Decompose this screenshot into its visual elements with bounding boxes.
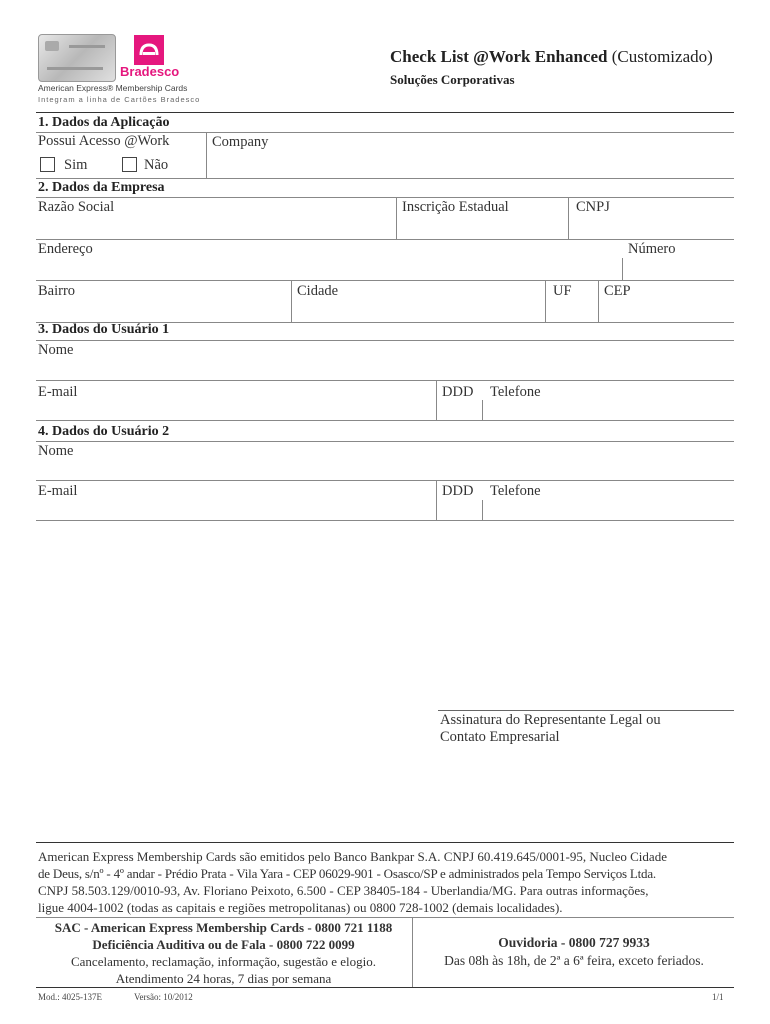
page-subtitle: Soluções Corporativas <box>390 72 515 87</box>
sim-label: Sim <box>64 157 88 173</box>
sim-checkbox[interactable] <box>40 157 55 172</box>
amex-sub-line: Integram a linha de Cartões Bradesco <box>38 95 201 104</box>
divider <box>36 842 734 843</box>
divider <box>36 987 734 988</box>
signature-label-1: Assinatura do Representante Legal ou <box>440 712 661 728</box>
divider <box>568 197 569 239</box>
user2-ddd-label: DDD <box>442 483 474 499</box>
page-number: 1/1 <box>712 992 724 1002</box>
user1-ddd-label: DDD <box>442 384 474 400</box>
cnpj-label: CNPJ <box>576 199 610 215</box>
divider <box>36 480 734 481</box>
user1-nome-label: Nome <box>38 342 74 358</box>
divider <box>36 441 734 442</box>
bradesco-logo-icon <box>134 35 164 65</box>
divider <box>436 480 437 520</box>
form-mod: Mod.: 4025-137E <box>38 992 102 1002</box>
section-3-title: 3. Dados do Usuário 1 <box>38 322 170 337</box>
nao-label: Não <box>144 157 169 173</box>
user2-email-label: E-mail <box>38 483 78 499</box>
company-label: Company <box>212 134 269 150</box>
divider <box>291 280 292 322</box>
divider <box>482 400 483 420</box>
legal-line-4: ligue 4004-1002 (todas as capitais e regiões metropolitanas) ou 0800 728-1002 (demais localidades). <box>38 900 563 915</box>
title-bold: Check List @Work Enhanced <box>390 47 608 66</box>
possui-acesso-label: Possui Acesso @Work <box>38 133 170 149</box>
endereco-label: Endereço <box>38 241 93 257</box>
divider <box>206 132 207 178</box>
divider <box>436 380 437 420</box>
divider <box>396 197 397 239</box>
divider <box>598 280 599 322</box>
divider <box>36 280 734 281</box>
bradesco-logo-text: Bradesco <box>120 64 180 79</box>
signature-line <box>438 710 734 711</box>
divider <box>36 340 734 341</box>
cep-label: CEP <box>604 283 631 299</box>
legal-line-1: American Express Membership Cards são emitidos pelo Banco Bankpar S.A. CNPJ 60.419.645/0001-95, Nucleo Cidade <box>38 849 667 864</box>
ouvidoria-line-1: Ouvidoria - 0800 727 9933 <box>498 935 650 950</box>
sac-line-4: Atendimento 24 horas, 7 dias por semana <box>115 971 332 986</box>
divider <box>36 917 734 918</box>
ouvidoria-block <box>414 934 734 970</box>
legal-line-2: de Deus, s/nº - 4º andar - Prédio Prata - Vila Yara - CEP 06029-901 - Osasco/SP e administrados pela Tempo Serviços Ltda. <box>38 866 656 881</box>
section-1-title: 1. Dados da Aplicação <box>38 115 170 130</box>
divider <box>545 280 546 322</box>
form-version: Versão: 10/2012 <box>134 992 193 1002</box>
divider <box>36 112 734 113</box>
user1-email-label: E-mail <box>38 384 78 400</box>
legal-line-3: CNPJ 58.503.129/0010-93, Av. Floriano Peixoto, 6.500 - CEP 38405-184 - Uberlandia/MG. Para outras informações, <box>38 883 649 898</box>
divider <box>36 380 734 381</box>
amex-card-logo <box>38 34 116 82</box>
uf-label: UF <box>553 283 572 299</box>
nao-checkbox[interactable] <box>122 157 137 172</box>
amex-membership-line: American Express® Membership Cards <box>38 83 188 93</box>
sac-line-1: SAC - American Express Membership Cards - 0800 721 1188 <box>54 920 393 935</box>
numero-label: Número <box>628 241 676 257</box>
legal-text <box>38 848 734 916</box>
sac-line-2: Deficiência Auditiva ou de Fala - 0800 722 0099 <box>92 937 355 952</box>
ouvidoria-line-2: Das 08h às 18h, de 2ª a 6ª feira, exceto feriados. <box>444 953 704 968</box>
divider <box>482 500 483 520</box>
user2-nome-label: Nome <box>38 443 74 459</box>
divider <box>36 197 734 198</box>
divider <box>36 420 734 421</box>
divider <box>36 239 734 240</box>
section-4-title: 4. Dados do Usuário 2 <box>38 424 170 439</box>
divider <box>412 917 413 987</box>
user1-telefone-label: Telefone <box>490 384 541 400</box>
inscricao-estadual-label: Inscrição Estadual <box>402 199 509 215</box>
divider <box>622 258 623 280</box>
divider <box>36 520 734 521</box>
user2-telefone-label: Telefone <box>490 483 541 499</box>
bairro-label: Bairro <box>38 283 76 299</box>
razao-social-label: Razão Social <box>38 199 115 215</box>
cidade-label: Cidade <box>297 283 339 299</box>
page-title <box>390 47 713 67</box>
sac-block <box>36 919 411 987</box>
title-normal: (Customizado) <box>611 47 713 66</box>
divider <box>36 178 734 179</box>
sac-line-3: Cancelamento, reclamação, informação, sugestão e elogio. <box>70 954 376 969</box>
signature-label-2: Contato Empresarial <box>440 729 560 745</box>
section-2-title: 2. Dados da Empresa <box>38 180 165 195</box>
